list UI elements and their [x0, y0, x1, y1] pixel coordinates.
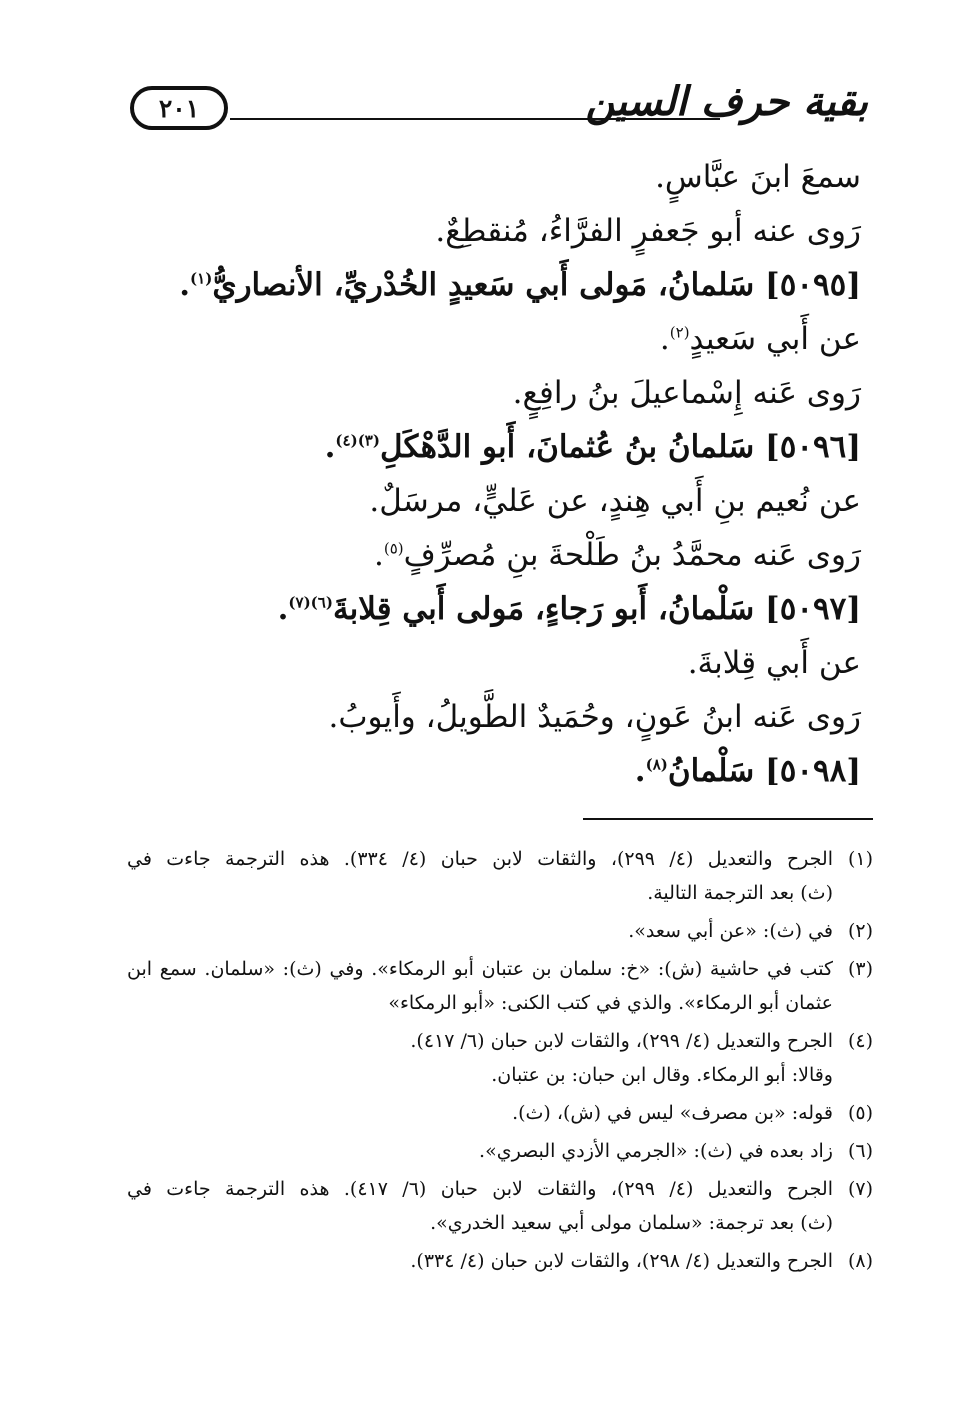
entry-heading — [141, 582, 861, 636]
footnote-line: زاد بعده في (ث): «الجرمي الأزدي البصري». — [479, 1140, 833, 1162]
footnote-line: قوله: «بن مصرف» ليس في (ش)، (ث). — [512, 1102, 833, 1124]
line-tail: . — [277, 591, 289, 627]
line-text: رَوى عنه أبو جَعفرٍ الفرَّاءُ، مُنقطِعٌ. — [435, 213, 861, 249]
footnote-7 — [127, 1172, 873, 1240]
footnote-ref[interactable]: (٨) — [645, 755, 668, 774]
footnote-ref[interactable]: (١) — [190, 269, 213, 288]
text-line — [141, 690, 861, 744]
footnote-ref[interactable]: (٦)(٧) — [288, 593, 333, 612]
line-tail: . — [634, 753, 646, 789]
line-text: عن أَبي قِلابةَ. — [687, 645, 861, 681]
footnote-line: عثمان أبو الرمكاء». والذي في كتب الكنى: «أبو الرمكاء» — [388, 992, 833, 1014]
footnote-ref[interactable]: (٢) — [669, 323, 690, 342]
line-text: [٥٠٩٦] سَلمانُ بنُ عُثمانَ، أَبو الدَّهْكَلِ — [379, 429, 861, 465]
footnote-line: الجرح والتعديل (٤/ ٢٩٩)، والثقات لابن حبان (٦/ ٤١٧). — [410, 1030, 833, 1052]
footnote-number: (٤) — [847, 1030, 873, 1052]
entry-heading — [141, 258, 861, 312]
page-number: ٢٠١ — [130, 86, 228, 130]
footnote-number: (٢) — [847, 920, 873, 942]
line-text: [٥٠٩٧] سَلْمانُ، أَبو رَجاءٍ، مَولى أَبي قِلابةَ — [332, 591, 861, 627]
line-text: عن نُعيم بنِ أَبي هِندٍ، عن عَليٍّ، مرسَلٌ. — [369, 483, 861, 519]
footnote-line: وقالا: أبو الرمكاء. وقال ابن حبان: بن عتبان. — [491, 1064, 833, 1086]
entry-heading — [141, 744, 861, 798]
footnote-3 — [127, 952, 873, 1020]
line-text: رَوى عَنه ابنُ عَونٍ، وحُمَيدٌ الطَّويلُ، وأَيوبُ. — [328, 699, 861, 735]
line-tail: . — [324, 429, 336, 465]
line-text: [٥٠٩٥] سَلمانُ، مَولى أَبي سَعيدٍ الخُدْريِّ، الأنصاريُّ — [212, 267, 861, 303]
footnote-8 — [127, 1244, 873, 1278]
footnote-ref[interactable]: (٥) — [383, 539, 404, 558]
footnote-line: (ث) بعد ترجمة: «سلمان مولى أبي سعيد الخدري». — [430, 1212, 833, 1234]
footnote-number: (٦) — [847, 1140, 873, 1162]
footnote-number: (٧) — [847, 1178, 873, 1200]
footnote-5 — [127, 1096, 873, 1130]
line-tail: . — [179, 267, 191, 303]
line-text: رَوى عَنه إِسْماعيلَ بنُ رافِعٍ. — [512, 375, 861, 411]
footnote-line: في (ث): «عن أبي سعد». — [628, 920, 833, 942]
text-line — [141, 474, 861, 528]
footnote-line: كتب في حاشية (ش): «خ: سلمان بن عتبان أبو الرمكاء». وفي (ث): «سلمان. سمع ابن — [127, 958, 833, 980]
text-line — [141, 636, 861, 690]
main-text — [141, 150, 861, 798]
line-tail: . — [659, 321, 670, 357]
footnotes — [127, 842, 873, 1282]
text-line — [141, 366, 861, 420]
footnote-line: الجرح والتعديل (٤/ ٢٩٩)، والثقات لابن حبان (٦/ ٤١٧). هذه الترجمة جاءت في — [127, 1178, 833, 1200]
footnote-ref[interactable]: (٣)(٤) — [335, 431, 380, 450]
line-tail: . — [374, 537, 384, 573]
entry-heading — [141, 420, 861, 474]
line-text: سمعَ ابنَ عبَّاسٍ. — [655, 159, 861, 195]
footnote-4 — [127, 1024, 873, 1092]
line-text: [٥٠٩٨] سَلْمانُ — [667, 753, 861, 789]
line-text: عن أَبي سَعيدٍ — [689, 321, 861, 357]
footnote-1 — [127, 842, 873, 910]
line-text: رَوى عَنه محمَّدُ بنُ طَلْحةَ بنِ مُصرِّفٍ — [403, 537, 861, 573]
footnote-number: (٣) — [847, 958, 873, 980]
footnote-line: (ث) بعد الترجمة التالية. — [647, 882, 833, 904]
page-header — [130, 78, 868, 148]
footnote-separator — [583, 818, 873, 820]
text-line — [141, 528, 861, 582]
text-line — [141, 204, 861, 258]
footnote-line: الجرح والتعديل (٤/ ٢٩٩)، والثقات لابن حبان (٤/ ٣٣٤). هذه الترجمة جاءت في — [127, 848, 833, 870]
footnote-number: (٥) — [847, 1102, 873, 1124]
footnote-6 — [127, 1134, 873, 1168]
text-line — [141, 312, 861, 366]
footnote-number: (٨) — [847, 1250, 873, 1272]
footnote-number: (١) — [847, 848, 873, 870]
footnote-line: الجرح والتعديل (٤/ ٢٩٨)، والثقات لابن حبان (٤/ ٣٣٤). — [410, 1250, 833, 1272]
footnote-2 — [127, 914, 873, 948]
running-title: بقية حرف السين — [585, 78, 868, 125]
text-line — [141, 150, 861, 204]
